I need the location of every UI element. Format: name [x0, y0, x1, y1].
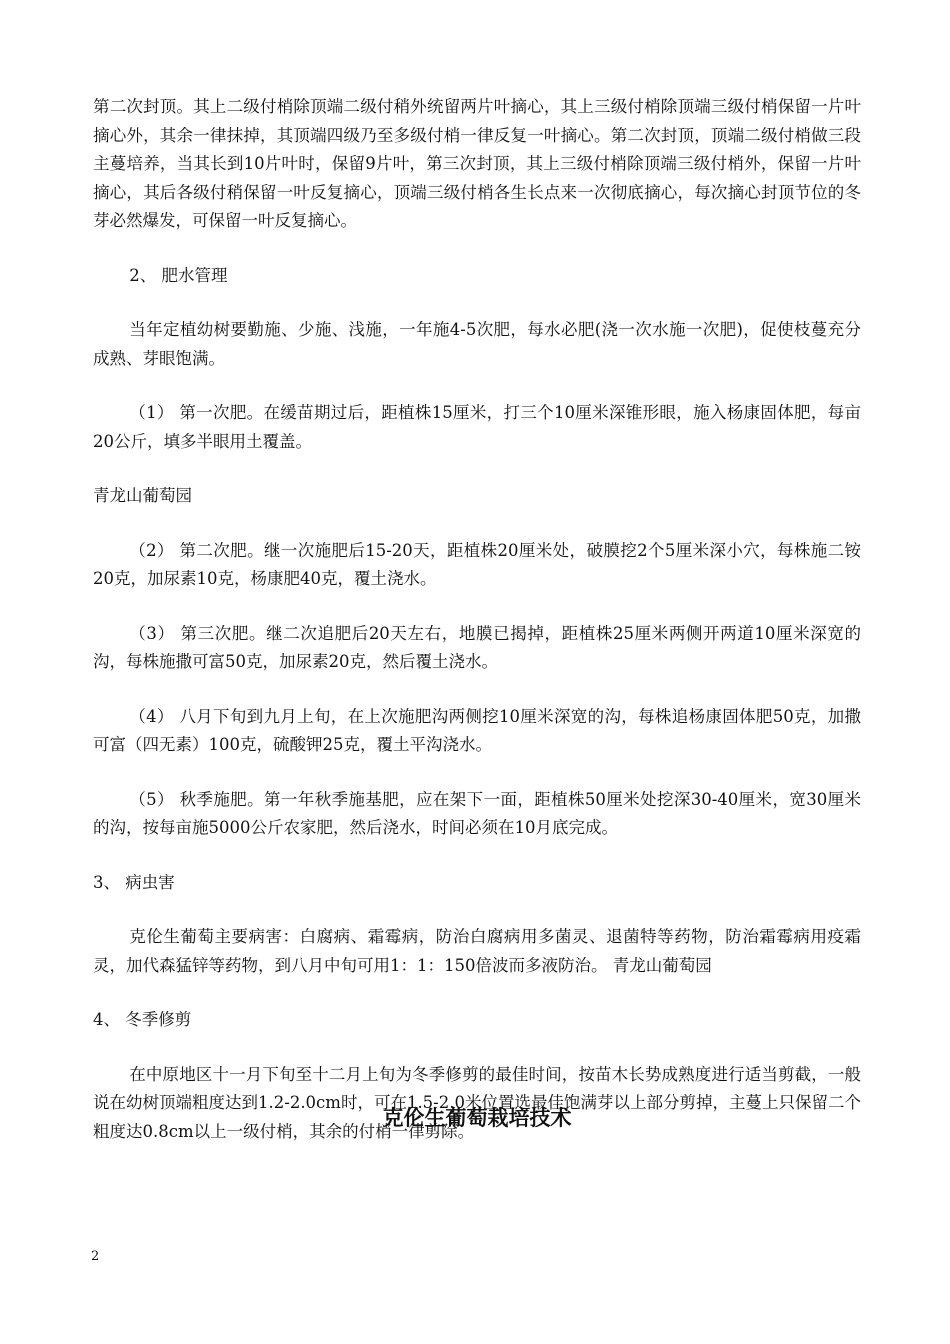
paragraph-winter-pruning: 在中原地区十一月下旬至十二月上旬为冬季修剪的最佳时间，按苗木长势成熟度进行适当剪截，一般说在幼树顶端粗度达到1.2-2.0cm时，可在1.5-2.0米位置选最佳饱满芽以上部分剪掉，主蔓上只保留二个粗度达0.8cm以上一级付梢，其余的付梢一律剪除。 [93, 1064, 861, 1141]
vineyard-name-line: 青龙山葡萄园 [93, 486, 192, 505]
document-body [93, 93, 861, 1146]
heading-winter-pruning: 4、 冬季修剪 [93, 1010, 192, 1029]
paragraph-autumn-fertilizer: （5） 秋季施肥。第一年秋季施基肥，应在架下一面，距植株50厘米处挖深30-40厘米，宽30厘米的沟，按每亩施5000公斤农家肥，然后浇水，时间必须在10月底完成。 [93, 789, 861, 837]
document-title: 克伦生葡萄栽培技术 [382, 1106, 572, 1130]
paragraph-pruning-continued: 第二次封顶。其上二级付梢除顶端二级付稍外统留两片叶摘心，其上三级付梢除顶端三级付梢保留一片叶摘心外，其余一律抹掉，其顶端四级乃至多级付梢一律反复一叶摘心。第二次封顶，顶端二级付梢做三段主蔓培养，当其长到10片叶时，保留9片叶，第三次封顶，其上三级付梢除顶端三级付梢外，保留一片叶摘心，其后各级付稍保留一叶反复摘心，顶端三级付梢各生长点来一次彻底摘心，每次摘心封顶节位的冬芽必然爆发，可保留一叶反复摘心。 [93, 97, 861, 230]
paragraph-second-fertilizer: （2） 第二次肥。继一次施肥后15-20天，距植株20厘米处，破膜挖2个5厘米深小穴，每株施二铵20克，加尿素10克，杨康肥40克，覆土浇水。 [93, 540, 861, 588]
paragraph-disease-control: 克伦生葡萄主要病害：白腐病、霜霉病，防治白腐病用多菌灵、退菌特等药物，防治霜霉病用疫霜灵，加代森猛锌等药物，到八月中旬可用1：1：150倍波而多液防治。 青龙山葡萄园 [93, 927, 861, 975]
heading-pests-diseases: 3、 病虫害 [93, 872, 175, 892]
paragraph-fertilizer-intro: 当年定植幼树要勤施、少施、浅施，一年施4-5次肥，每水必肥(浇一次水施一次肥)，促使枝蔓充分成熟、芽眼饱满。 [93, 320, 861, 368]
heading-fertilizer-water-management: 2、 肥水管理 [129, 265, 228, 285]
page-number: 2 [91, 1249, 100, 1264]
paragraph-third-fertilizer: （3） 第三次肥。继二次追肥后20天左右，地膜已揭掉，距植株25厘米两侧开两道10厘米深宽的沟，每株施撒可富50克，加尿素20克，然后覆土浇水。 [93, 623, 861, 671]
paragraph-fourth-fertilizer: （4） 八月下旬到九月上旬，在上次施肥沟两侧挖10厘米深宽的沟，每株追杨康固体肥50克，加撒可富（四无素）100克，硫酸钾25克，覆土平沟浇水。 [93, 706, 861, 754]
paragraph-first-fertilizer: （1） 第一次肥。在缓苗期过后，距植株15厘米，打三个10厘米深锥形眼，施入杨康固体肥，每亩20公斤，填多半眼用土覆盖。 [93, 403, 861, 451]
